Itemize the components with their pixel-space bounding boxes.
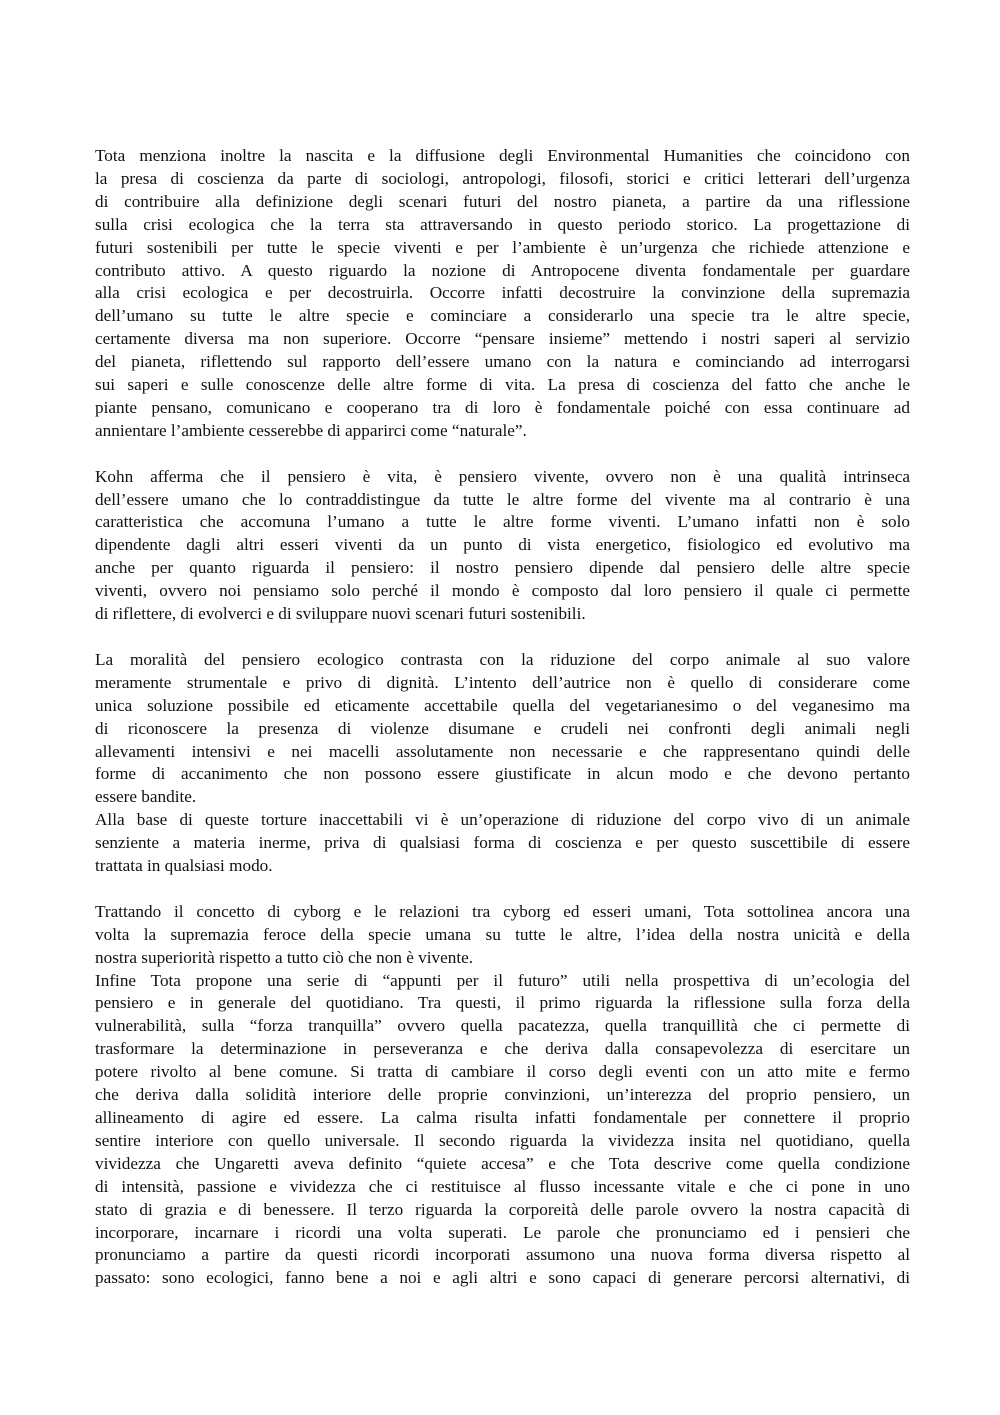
text-line: nostra superiorità rispetto a tutto ciò che non è vivente. bbox=[95, 947, 474, 967]
text-line: forme di accanimento che non possono essere giustificate in alcun modo e che devono pertanto bbox=[95, 764, 910, 784]
text-line: meramente strumentale e privo di dignità. L’intento dell’autrice non è quello di considerare come bbox=[95, 672, 910, 692]
text-line: Tota menziona inoltre la nascita e la diffusione degli Environmental Humanities che coincidono con bbox=[95, 146, 910, 165]
text-line: pensiero e in generale del quotidiano. Tra questi, il primo riguarda la riflessione sulla forza della bbox=[95, 993, 910, 1013]
paragraph-spacer bbox=[95, 878, 910, 901]
text-line: di intensità, passione e vividezza che ci restituisce al flusso incessante vitale e che ci pone in uno bbox=[95, 1176, 910, 1196]
paragraph-spacer bbox=[95, 443, 910, 466]
paragraph-environmental-humanities bbox=[95, 145, 910, 443]
text-line: di contribuire alla definizione degli scenari futuri del nostro pianeta, a partire da una riflessione bbox=[95, 191, 910, 211]
text-line: Trattando il concetto di cyborg e le relazioni tra cyborg ed esseri umani, Tota sottolinea ancora una bbox=[95, 901, 910, 921]
paragraph-kohn bbox=[95, 466, 910, 626]
text-line: passato: sono ecologici, fanno bene a noi e agli altri e sono capaci di generare percorsi alternativi, di bbox=[95, 1268, 910, 1288]
text-line: piante pensano, comunicano e cooperano tra di loro è fondamentale poiché con essa continuare ad bbox=[95, 397, 910, 417]
paragraph-cyborg bbox=[95, 901, 910, 970]
text-line: dell’umano su tutte le altre specie e cominciare a considerarlo una specie tra le altre specie, bbox=[95, 306, 910, 326]
text-line: essere bandite. bbox=[95, 787, 197, 807]
text-line: futuri sostenibili per tutte le specie viventi e per l’ambiente è un’urgenza che richiede attenzione e bbox=[95, 237, 910, 257]
text-line: unica soluzione possibile ed eticamente accettabile quella del vegetarianesimo o del veganesimo ma bbox=[95, 695, 910, 715]
text-line: Alla base di queste torture inaccettabili vi è un’operazione di riduzione del corpo vivo di un animale bbox=[95, 810, 910, 830]
text-line: che deriva dalla solidità interiore delle proprie convinzioni, un’interezza del proprio pensiero, un bbox=[95, 1085, 910, 1105]
text-line: allevamenti intensivi e nei macelli assolutamente non necessarie e che rappresentano quindi delle bbox=[95, 741, 910, 761]
text-line: stato di grazia e di benessere. Il terzo riguarda la corporeità delle parole ovvero la nostra capacità di bbox=[95, 1199, 910, 1219]
paragraph-future-notes bbox=[95, 970, 910, 1291]
paragraph-tortures bbox=[95, 809, 910, 878]
text-line: Kohn afferma che il pensiero è vita, è pensiero vivente, ovvero non è una qualità intrinseca bbox=[95, 466, 910, 486]
text-line: caratteristica che accomuna l’umano a tutte le altre forme viventi. L’umano infatti non è solo bbox=[95, 512, 910, 532]
text-line: sentire interiore con quello universale. Il secondo riguarda la vividezza insita nel quotidiano, quella bbox=[95, 1130, 910, 1150]
text-line: vividezza che Ungaretti aveva definito “quiete accesa” e che Tota descrive come quella condizione bbox=[95, 1153, 910, 1173]
text-line: senziente a materia inerme, priva di qualsiasi forma di coscienza e per questo suscettibile di essere bbox=[95, 833, 910, 853]
paragraph-morality bbox=[95, 649, 910, 809]
text-line: sui saperi e sulle conoscenze delle altre forme di vita. La presa di coscienza del fatto che anche le bbox=[95, 375, 910, 395]
body-text bbox=[95, 145, 910, 1290]
text-line: anche per quanto riguarda il pensiero: il nostro pensiero dipende dal pensiero delle altre specie bbox=[95, 558, 910, 578]
text-line: vulnerabilità, sulla “forza tranquilla” ovvero quella pacatezza, quella tranquillità che ci permette di bbox=[95, 1016, 910, 1036]
text-line: di riflettere, di evolverci e di sviluppare nuovi scenari futuri sostenibili. bbox=[95, 604, 586, 624]
text-line: La moralità del pensiero ecologico contrasta con la riduzione del corpo animale al suo valore bbox=[95, 649, 910, 669]
text-line: dipendente dagli altri esseri viventi da un punto di vista energetico, fisiologico ed evolutivo ma bbox=[95, 535, 910, 555]
text-line: certamente diversa ma non superiore. Occorre “pensare insieme” mettendo i nostri saperi al servizio bbox=[95, 329, 910, 349]
text-line: potere rivolto al bene comune. Si tratta di cambiare il corso degli eventi con un atto mite e fermo bbox=[95, 1062, 910, 1082]
text-line: trasformare la determinazione in perseveranza e che deriva dalla consapevolezza di esercitare un bbox=[95, 1039, 910, 1059]
text-line: Infine Tota propone una serie di “appunti per il futuro” utili nella prospettiva di un’ecologia del bbox=[95, 970, 910, 990]
text-line: allineamento di agire ed essere. La calma risulta infatti fondamentale per connettere il proprio bbox=[95, 1108, 910, 1128]
text-line: pronunciamo a partire da questi ricordi incorporati assumono una nuova forma diversa rispetto al bbox=[95, 1245, 910, 1265]
text-line: annientare l’ambiente cesserebbe di apparirci come “naturale”. bbox=[95, 420, 527, 440]
text-line: la presa di coscienza da parte di sociologi, antropologi, filosofi, storici e critici letterari dell’urgenza bbox=[95, 168, 910, 188]
text-line: del pianeta, riflettendo sul rapporto dell’essere umano con la natura e cominciando ad interrogarsi bbox=[95, 352, 910, 372]
text-line: di riconoscere la presenza di violenze disumane e crudeli nei confronti degli animali negli bbox=[95, 718, 910, 738]
text-line: viventi, ovvero noi pensiamo solo perché il mondo è composto dal loro pensiero il quale ci permette bbox=[95, 581, 910, 601]
text-line: volta la supremazia feroce della specie umana su tutte le altre, l’idea della nostra unicità e della bbox=[95, 924, 910, 944]
text-line: alla crisi ecologica e per decostruirla. Occorre infatti decostruire la convinzione della supremazia bbox=[95, 283, 910, 303]
text-line: dell’essere umano che lo contraddistingue da tutte le altre forme del vivente ma al contrario è una bbox=[95, 489, 910, 509]
paragraph-spacer bbox=[95, 626, 910, 649]
text-line: incorporare, incarnare i ricordi una volta superati. Le parole che pronunciamo ed i pensieri che bbox=[95, 1222, 910, 1242]
text-line: contributo attivo. A questo riguardo la nozione di Antropocene diventa fondamentale per guardare bbox=[95, 260, 910, 280]
text-line: sulla crisi ecologica che la terra sta attraversando in questo periodo storico. La progettazione di bbox=[95, 214, 910, 234]
text-line: trattata in qualsiasi modo. bbox=[95, 856, 273, 876]
